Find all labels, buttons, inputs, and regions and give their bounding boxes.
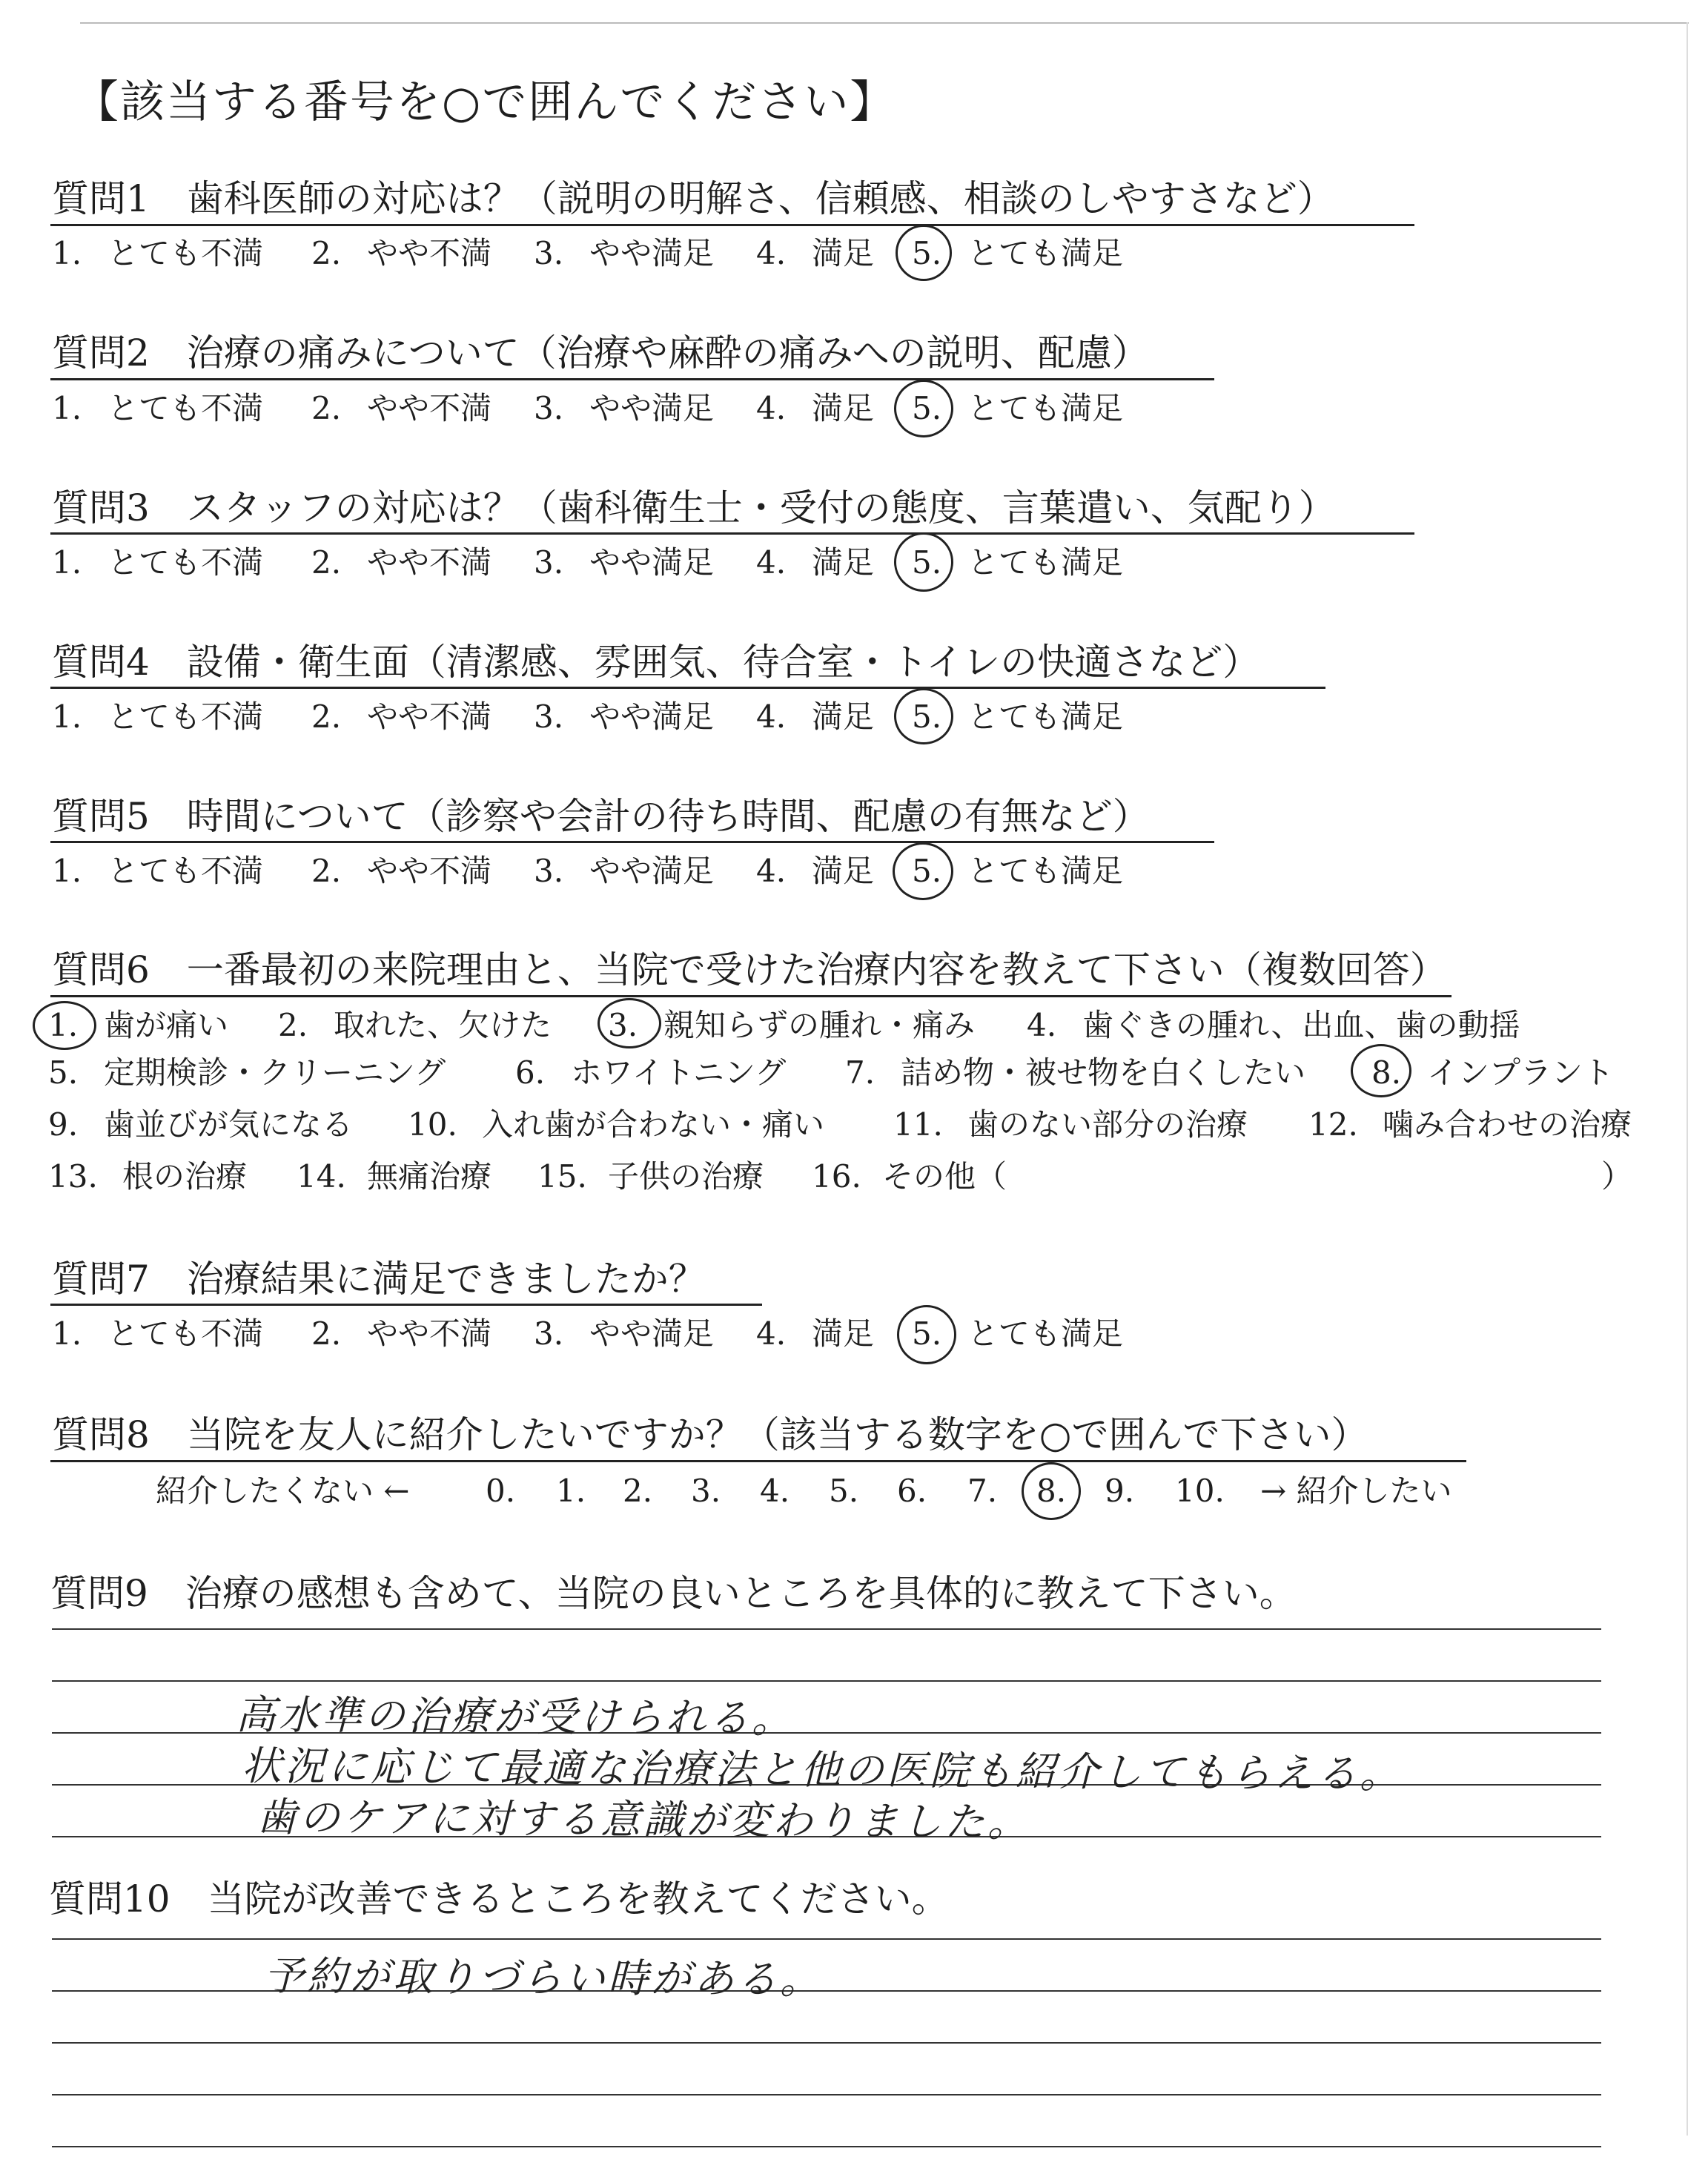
page-heading: 【該当する番号を○で囲んでください】 xyxy=(74,76,896,128)
q8-low-label: 紹介したくない ← xyxy=(156,1473,410,1509)
q6-opt-1-num[interactable]: 1. xyxy=(48,1007,79,1043)
q6-opt-11-num[interactable]: 11. xyxy=(893,1106,943,1143)
q3-circle-mark xyxy=(894,532,953,592)
q6-opt-2-label[interactable]: 取れた、欠けた xyxy=(334,1007,552,1043)
q6-circle-mark-8 xyxy=(1351,1044,1411,1097)
q6-opt-8-label[interactable]: インプラント xyxy=(1427,1054,1615,1091)
q6-opt-13-label[interactable]: 根の治療 xyxy=(122,1158,248,1195)
q1-circle-mark xyxy=(896,225,952,281)
q6-opt-5-label[interactable]: 定期検診・クリーニング xyxy=(104,1054,446,1091)
q1-opt-3-num[interactable]: 3. xyxy=(534,235,564,271)
q2-opt-3-num[interactable]: 3. xyxy=(534,390,564,426)
q7-opt-2-num[interactable]: 2. xyxy=(311,1315,342,1352)
scan-top-edge xyxy=(80,22,1689,24)
q3-opt-5-num[interactable]: 5. xyxy=(912,544,942,581)
q2-opt-2-label[interactable]: やや不満 xyxy=(367,390,492,426)
q6-opt-3-label[interactable]: 親知らずの腫れ・痛み xyxy=(663,1007,976,1043)
q6-opt-13-num[interactable]: 13. xyxy=(48,1158,98,1195)
q6-title: 質問6 一番最初の来院理由と、当院で受けた治療内容を教えて下さい（複数回答） xyxy=(52,948,1447,991)
q5-title: 質問5 時間について（診察や会計の待ち時間、配慮の有無など） xyxy=(52,795,1150,838)
q9-answer-line-1: 高水準の治療が受けられる。 xyxy=(235,1691,795,1743)
q6-opt-12-label[interactable]: 噛み合わせの治療 xyxy=(1383,1106,1632,1143)
q5-opt-4-num[interactable]: 4. xyxy=(756,853,787,889)
q7-opt-3-label[interactable]: やや満足 xyxy=(589,1315,715,1352)
q9-writing-line-2 xyxy=(52,1680,1601,1682)
q10-writing-line-4 xyxy=(52,2094,1601,2095)
q8-high-label: → 紹介したい xyxy=(1260,1473,1452,1509)
q5-opt-5-label[interactable]: とても満足 xyxy=(967,853,1124,889)
q8-num-5[interactable]: 5. xyxy=(829,1473,859,1509)
q7-underline xyxy=(50,1304,762,1306)
q4-opt-1-label[interactable]: とても不満 xyxy=(107,698,264,735)
q4-options xyxy=(52,698,1312,739)
q2-title: 質問2 治療の痛みについて（治療や麻酔の痛みへの説明、配慮） xyxy=(52,331,1149,374)
q6-opt-4-label[interactable]: 歯ぐきの腫れ、出血、歯の動揺 xyxy=(1082,1007,1520,1043)
q7-opt-1-num[interactable]: 1. xyxy=(52,1315,82,1352)
q5-opt-4-label[interactable]: 満足 xyxy=(812,853,875,889)
q1-title: 質問1 歯科医師の対応は？（説明の明解さ、信頼感、相談のしやすさなど） xyxy=(52,177,1334,220)
q3-opt-2-num[interactable]: 2. xyxy=(311,544,342,581)
q6-circle-mark-3 xyxy=(598,998,661,1048)
q8-num-2[interactable]: 2. xyxy=(623,1473,653,1509)
q3-opt-5-label[interactable]: とても満足 xyxy=(967,544,1124,581)
q6-opt-16-close: ） xyxy=(1601,1158,1633,1195)
q6-opt-12-num[interactable]: 12. xyxy=(1308,1106,1358,1143)
q2-underline xyxy=(50,378,1214,380)
q3-opt-4-num[interactable]: 4. xyxy=(756,544,787,581)
q8-scale xyxy=(156,1473,1490,1513)
q4-opt-5-num[interactable]: 5. xyxy=(912,698,942,735)
q6-opt-16-label[interactable]: その他（ xyxy=(882,1158,1007,1195)
q10-answer-line-1: 予約が取りづらい時がある。 xyxy=(263,1952,824,2004)
q5-opt-2-num[interactable]: 2. xyxy=(311,853,342,889)
q2-options xyxy=(52,390,1312,430)
q5-opt-3-num[interactable]: 3. xyxy=(534,853,564,889)
q6-opt-8-num[interactable]: 8. xyxy=(1371,1054,1402,1091)
q3-opt-2-label[interactable]: やや不満 xyxy=(367,544,492,581)
q10-writing-line-5 xyxy=(52,2146,1601,2147)
q6-opt-1-label[interactable]: 歯が痛い xyxy=(104,1007,229,1043)
q3-options xyxy=(52,544,1312,584)
q7-opt-4-label[interactable]: 満足 xyxy=(812,1315,875,1352)
q6-opt-3-num[interactable]: 3. xyxy=(608,1007,638,1043)
q6-opt-10-num[interactable]: 10. xyxy=(408,1106,457,1143)
q6-opt-15-num[interactable]: 15. xyxy=(537,1158,587,1195)
q2-opt-5-num[interactable]: 5. xyxy=(912,390,942,426)
q6-opt-4-num[interactable]: 4. xyxy=(1027,1007,1057,1043)
q3-opt-4-label[interactable]: 満足 xyxy=(812,544,875,581)
q4-opt-3-num[interactable]: 3. xyxy=(534,698,564,735)
q6-opt-7-num[interactable]: 7. xyxy=(845,1054,875,1091)
q7-opt-2-label[interactable]: やや不満 xyxy=(367,1315,492,1352)
q9-answer-line-3: 歯のケアに対する意識が変わりました。 xyxy=(256,1794,1031,1846)
q1-opt-4-label[interactable]: 満足 xyxy=(812,235,875,271)
q2-opt-5-label[interactable]: とても満足 xyxy=(967,390,1124,426)
q7-opt-4-num[interactable]: 4. xyxy=(756,1315,787,1352)
q1-opt-5-num[interactable]: 5. xyxy=(912,235,942,271)
q1-underline xyxy=(50,224,1414,226)
q1-opt-1-label[interactable]: とても不満 xyxy=(107,235,264,271)
q3-opt-3-num[interactable]: 3. xyxy=(534,544,564,581)
q6-opt-10-label[interactable]: 入れ歯が合わない・痛い xyxy=(482,1106,825,1143)
q10-title: 質問10 当院が改善できるところを教えてください。 xyxy=(49,1877,949,1920)
q3-opt-1-num[interactable]: 1. xyxy=(52,544,82,581)
q6-opt-5-num[interactable]: 5. xyxy=(48,1054,79,1091)
q4-opt-1-num[interactable]: 1. xyxy=(52,698,82,735)
q6-options-row-3 xyxy=(48,1106,1649,1146)
q2-opt-1-num[interactable]: 1. xyxy=(52,390,82,426)
q5-opt-1-num[interactable]: 1. xyxy=(52,853,82,889)
q7-opt-1-label[interactable]: とても不満 xyxy=(107,1315,264,1352)
q6-opt-14-label[interactable]: 無痛治療 xyxy=(367,1158,492,1195)
q3-title: 質問3 スタッフの対応は？（歯科衛生士・受付の態度、言葉遣い、気配り） xyxy=(52,486,1336,529)
q6-opt-6-label[interactable]: ホワイトニング xyxy=(571,1054,787,1091)
q8-num-4[interactable]: 4. xyxy=(760,1473,790,1509)
q5-opt-1-label[interactable]: とても不満 xyxy=(107,853,264,889)
q4-opt-4-num[interactable]: 4. xyxy=(756,698,787,735)
q4-circle-mark xyxy=(894,688,953,744)
q8-num-9[interactable]: 9. xyxy=(1105,1473,1135,1509)
q8-num-1[interactable]: 1. xyxy=(556,1473,586,1509)
q9-answer-line-2: 状況に応じて最適な治療法と他の医院も紹介してもらえる。 xyxy=(241,1743,1403,1797)
q8-title: 質問8 当院を友人に紹介したいですか？（該当する数字を○で囲んで下さい） xyxy=(52,1413,1368,1456)
q4-opt-4-label[interactable]: 満足 xyxy=(812,698,875,735)
q4-opt-2-label[interactable]: やや不満 xyxy=(367,698,492,735)
q2-circle-mark xyxy=(894,380,953,437)
q7-opt-3-num[interactable]: 3. xyxy=(534,1315,564,1352)
q2-opt-4-label[interactable]: 満足 xyxy=(812,390,875,426)
q8-num-3[interactable]: 3. xyxy=(691,1473,721,1509)
q1-opt-2-label[interactable]: やや不満 xyxy=(367,235,492,271)
q8-underline xyxy=(50,1460,1466,1462)
q1-options xyxy=(52,235,1312,275)
q8-num-10[interactable]: 10. xyxy=(1175,1473,1225,1509)
q2-opt-1-label[interactable]: とても不満 xyxy=(107,390,264,426)
q9-title: 質問9 治療の感想も含めて、当院の良いところを具体的に教えて下さい。 xyxy=(50,1572,1297,1615)
q9-writing-line-1 xyxy=(52,1628,1601,1630)
q1-opt-1-num[interactable]: 1. xyxy=(52,235,82,271)
q6-opt-16-num[interactable]: 16. xyxy=(812,1158,861,1195)
q1-opt-2-num[interactable]: 2. xyxy=(311,235,342,271)
q4-opt-3-label[interactable]: やや満足 xyxy=(589,698,715,735)
q6-options-row-1 xyxy=(48,1007,1635,1047)
q6-opt-6-num[interactable]: 6. xyxy=(515,1054,546,1091)
q8-circle-mark xyxy=(1022,1462,1081,1520)
q3-opt-1-label[interactable]: とても不満 xyxy=(107,544,264,581)
q7-opt-5-num[interactable]: 5. xyxy=(912,1315,942,1352)
q2-opt-2-num[interactable]: 2. xyxy=(311,390,342,426)
q10-writing-line-1 xyxy=(52,1938,1601,1940)
q8-num-6[interactable]: 6. xyxy=(897,1473,927,1509)
q6-opt-11-label[interactable]: 歯のない部分の治療 xyxy=(967,1106,1248,1143)
q8-num-7[interactable]: 7. xyxy=(967,1473,998,1509)
q6-opt-9-label[interactable]: 歯並びが気になる xyxy=(104,1106,354,1143)
q6-opt-2-num[interactable]: 2. xyxy=(278,1007,308,1043)
scan-right-edge xyxy=(1687,22,1688,2136)
q10-writing-line-3 xyxy=(52,2042,1601,2044)
q6-underline xyxy=(50,995,1452,997)
q1-opt-5-label[interactable]: とても満足 xyxy=(967,235,1124,271)
q6-opt-15-label[interactable]: 子供の治療 xyxy=(608,1158,764,1195)
q3-opt-3-label[interactable]: やや満足 xyxy=(589,544,715,581)
q5-opt-3-label[interactable]: やや満足 xyxy=(589,853,715,889)
q1-opt-3-label[interactable]: やや満足 xyxy=(589,235,715,271)
q6-circle-mark-1 xyxy=(33,1001,96,1050)
q2-opt-4-num[interactable]: 4. xyxy=(756,390,787,426)
q3-underline xyxy=(50,532,1414,535)
q1-opt-4-num[interactable]: 4. xyxy=(756,235,787,271)
q5-opt-5-num[interactable]: 5. xyxy=(912,853,942,889)
q8-num-0[interactable]: 0. xyxy=(486,1473,516,1509)
q2-opt-3-label[interactable]: やや満足 xyxy=(589,390,715,426)
q7-options xyxy=(52,1315,1312,1355)
q7-opt-5-label[interactable]: とても満足 xyxy=(967,1315,1124,1352)
q6-opt-14-num[interactable]: 14. xyxy=(297,1158,346,1195)
q6-options-row-4 xyxy=(48,1158,1635,1198)
q7-title: 質問7 治療結果に満足できましたか？ xyxy=(52,1258,706,1301)
q5-options xyxy=(52,853,1312,893)
q7-circle-mark xyxy=(897,1305,956,1364)
q5-opt-2-label[interactable]: やや不満 xyxy=(367,853,492,889)
q4-underline xyxy=(50,687,1325,689)
q8-num-8[interactable]: 8. xyxy=(1036,1473,1067,1509)
q6-opt-9-num[interactable]: 9. xyxy=(48,1106,79,1143)
q5-underline xyxy=(50,841,1214,843)
q5-circle-mark xyxy=(893,842,953,900)
q4-opt-5-label[interactable]: とても満足 xyxy=(967,698,1124,735)
q4-title: 質問4 設備・衛生面（清潔感、雰囲気、待合室・トイレの快適さなど） xyxy=(52,641,1260,684)
q4-opt-2-num[interactable]: 2. xyxy=(311,698,342,735)
q6-opt-7-label[interactable]: 詰め物・被せ物を白くしたい xyxy=(901,1054,1306,1091)
